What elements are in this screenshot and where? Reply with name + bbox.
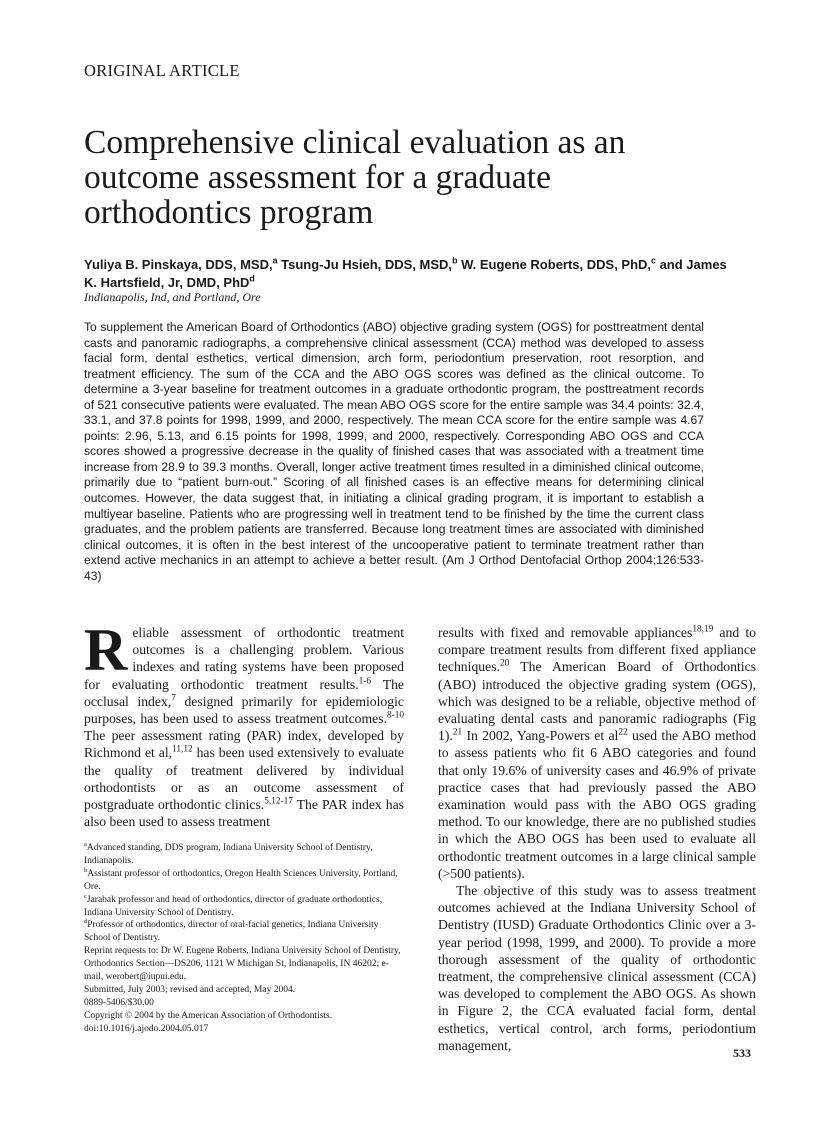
body-text: and to compare treatment results from different fixed appliance techniques. — [438, 625, 756, 675]
footnote-mark: a — [84, 840, 87, 848]
footnote-mark: d — [84, 918, 88, 926]
author-affiliation-mark: d — [249, 273, 255, 284]
author-affiliation-mark: b — [452, 255, 458, 266]
footnote-text: Advanced standing, DDS program, Indiana University School of Dentistry, Indianapolis. — [84, 843, 373, 866]
body-text: In 2002, Yang-Powers et al — [462, 728, 619, 744]
reprint-requests: Reprint requests to: Dr W. Eugene Roberts, Indiana University School of Dentistry, Orthodontics Section—DS206, 1121 W Michigan St, Indianapolis, IN 46202; e-mail, werobert@iupui.edu. — [84, 946, 401, 983]
author-name: Yuliya B. Pinskaya, DDS, MSD, — [84, 257, 273, 272]
doi: doi:10.1016/j.ajodo.2004.05.017 — [84, 1023, 209, 1034]
article-title: Comprehensive clinical evaluation as an outcome assessment for a graduate orthodontics program — [84, 124, 626, 231]
footnote-mark: c — [84, 892, 87, 900]
body-text: The occlusal index, — [84, 676, 404, 709]
body-text: has been used extensively to evaluate the quality of treatment delivered by individual orthodontists or as an outcome assessment of postgraduate orthodontic clinics. — [84, 745, 404, 813]
body-paragraph — [438, 624, 756, 882]
body-paragraph — [84, 617, 404, 830]
section-label: ORIGINAL ARTICLE — [84, 61, 240, 80]
body-column-left — [84, 617, 404, 830]
footnote-d — [84, 919, 406, 945]
body-text: designed primarily for epidemiologic purposes, has been used to assess treatment outcomes. — [84, 693, 404, 727]
citation-ref: 7 — [171, 693, 176, 704]
body-column-right — [438, 624, 756, 1054]
body-text: The American Board of Orthodontics (ABO) introduced the objective grading system (OGS), which was designed to be a reliable, objective method of evaluating dental casts and panoramic radiographs (Fig 1). — [438, 659, 756, 744]
citation-ref: 11,12 — [172, 744, 193, 755]
body-text: The PAR index has also been used to assess treatment — [84, 797, 404, 830]
footnote-text: Professor of orthodontics, director of oral-facial genetics, Indiana University School of Dentistry. — [84, 920, 379, 944]
footnote-text: Assistant professor of orthodontics, Oregon Health Sciences University, Portland, Ore. — [84, 868, 398, 892]
issn-price: 0889-5406/$30.00 — [84, 997, 154, 1008]
body-text: The peer assessment rating (PAR) index, developed by Richmond et al, — [84, 728, 404, 761]
submission-dates: Submitted, July 2003; revised and accepted, May 2004. — [84, 984, 296, 995]
body-text: used the ABO method to assess patients who fit 6 ABO categories and found that only 19.6% of university cases and 46.9% of private practice cases that had previously passed the ABO examination would pass with the ABO OGS grading method. To our knowledge, there are no published studies in which the ABO OGS has been used to evaluate all orthodontic treatment outcomes in a large clinical sample (>500 patients). — [438, 728, 756, 881]
footnote-b — [84, 868, 406, 894]
author-affiliation-mark: a — [272, 255, 278, 266]
citation-ref: 8-10 — [386, 710, 404, 721]
author-name: W. Eugene Roberts, DDS, PhD, — [457, 257, 652, 272]
author-name: and James K. Hartsfield, Jr, DMD, PhD — [84, 257, 727, 290]
citation-ref: 21 — [452, 727, 463, 738]
citation-ref: 20 — [499, 658, 510, 669]
author-affiliation: Indianapolis, Ind, and Portland, Ore — [84, 290, 261, 304]
page-number: 533 — [733, 1046, 751, 1060]
body-paragraph: The objective of this study was to assess treatment outcomes achieved at the Indiana University School of Dentistry (IUSD) Graduate Orthodontics Clinic over a 3-year period (1998, 1999, and 2000). To provide a more thorough assessment of the quality of orthodontic treatment, the comprehensive clinical assessment (CCA) was developed to complement the ABO OGS. As shown in Figure 2, the CCA evaluated facial form, dental esthetics, vertical control, arch forms, periodontium management, — [438, 883, 756, 1053]
footnote-a — [84, 842, 406, 868]
citation-ref: 5,12-17 — [264, 796, 293, 807]
body-text: eliable assessment of orthodontic treatment outcomes is a challenging problem. Various indexes and rating systems have been proposed for evaluating orthodontic treatment results. — [84, 625, 404, 692]
author-affiliation-mark: c — [651, 255, 656, 266]
author-name: Tsung-Ju Hsieh, DDS, MSD, — [277, 257, 453, 272]
footnote-mark: b — [84, 866, 88, 874]
footnotes — [84, 842, 406, 1036]
citation-ref: 18,19 — [692, 624, 714, 635]
footnote-c — [84, 894, 406, 920]
citation-ref: 22 — [618, 727, 628, 738]
author-list — [84, 256, 734, 292]
abstract: To supplement the American Board of Orthodontics (ABO) objective grading system (OGS) for posttreatment dental casts and panoramic radiographs, a comprehensive clinical assessment (CCA) method was developed to assess facial form, dental esthetics, vertical dimension, arch form, periodontium preservation, root resorption, and treatment efficiency. The sum of the CCA and the ABO OGS scores was defined as the clinical outcome. To determine a 3-year baseline for treatment outcomes in a graduate orthodontic program, the posttreatment records of 521 consecutive patients were evaluated. The mean ABO OGS score for the entire sample was 34.4 points: 32.4, 33.1, and 37.8 points for 1998, 1999, and 2000, respectively. The mean CCA score for the entire sample was 4.67 points: 2.96, 5.13, and 6.15 points for 1998, 1999, and 2000, respectively. Corresponding ABO OGS and CCA scores showed a progressive decrease in the quality of finished cases that was associated with a treatment time increase from 28.9 to 39.3 months. Overall, longer active treatment times resulted in a diminished clinical outcome, primarily due to “patient burn-out.” Scoring of all finished cases is an effective means for determining clinical outcomes. However, the data suggest that, in initiating a clinical grading program, it is important to establish a multiyear baseline. Patients who are progressing well in treatment tend to be finished by the time the current class graduates, and the problem patients are transferred. Because long treatment times are associated with diminished clinical outcomes, it is often in the best interest of the uncooperative patient to terminate treatment rather than extend active mechanics in an attempt to achieve a better result. (Am J Orthod Dentofacial Orthop 2004;126:533-43) — [84, 320, 704, 583]
citation-ref: 1-6 — [358, 676, 372, 687]
copyright-notice: Copyright © 2004 by the American Association of Orthodontists. — [84, 1010, 333, 1021]
drop-cap: R — [84, 617, 128, 683]
body-text: results with fixed and removable appliances — [438, 625, 693, 640]
footnote-text: Jarabak professor and head of orthodontics, director of graduate orthodontics, Indiana University School of Dentistry. — [84, 894, 383, 918]
